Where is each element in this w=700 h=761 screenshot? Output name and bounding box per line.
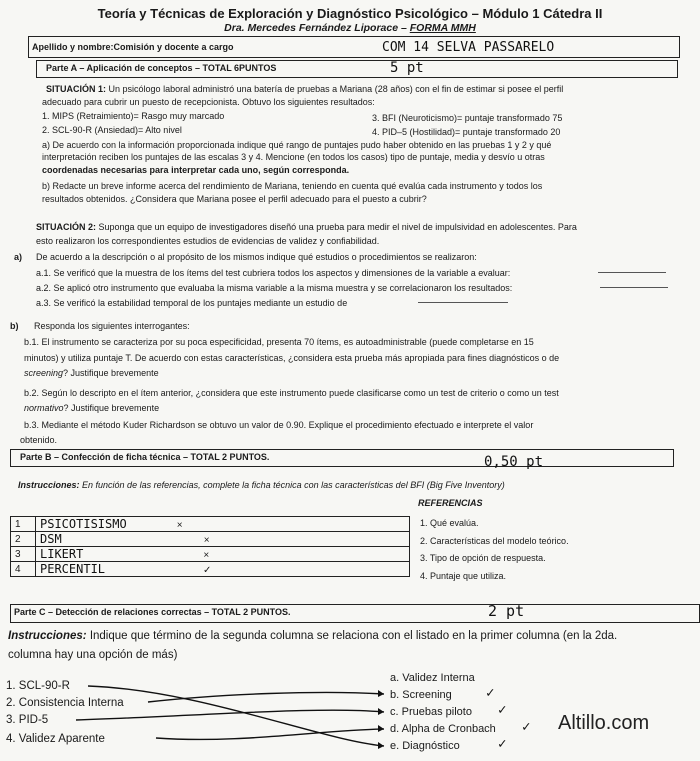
grading-mark: × bbox=[203, 550, 210, 561]
b1-justify: ? Justifique brevemente bbox=[63, 368, 159, 378]
form-code: FORMA MMH bbox=[409, 22, 476, 34]
student-handwritten: COM 14 SELVA PASSARELO bbox=[382, 40, 555, 55]
result-1: 1. MIPS (Retraimiento)= Rasgo muy marcado bbox=[42, 111, 225, 121]
parte-a-score: 5 pt bbox=[390, 60, 424, 76]
grading-mark: ✓ bbox=[203, 565, 212, 576]
right-item-c: c. Pruebas piloto bbox=[390, 706, 472, 718]
parte-c-instr-text2: columna hay una opción de más) bbox=[8, 649, 178, 661]
student-label: Apellido y nombre:Comisión y docente a cargo bbox=[32, 42, 234, 52]
handwritten-answer: PSICOTISISMO bbox=[40, 517, 127, 531]
parte-a-heading: Parte A – Aplicación de conceptos – TOTAL 6PUNTOS bbox=[46, 63, 277, 73]
parte-b-score: 0,50 pt bbox=[484, 454, 544, 470]
item-a-label: a) bbox=[14, 252, 23, 262]
sit2-text1: Suponga que un equipo de investigadores diseñó una prueba para medir el nivel de impulsividad en adolescentes. Para bbox=[98, 222, 577, 232]
parte-b-instr-text: En función de las referencias, complete la ficha técnica con las características del BFI (Big Five Inventory) bbox=[82, 480, 505, 490]
arrowhead-d bbox=[378, 725, 384, 732]
left-item-2: 2. Consistencia Interna bbox=[6, 697, 124, 709]
arrow-2-to-b bbox=[148, 692, 384, 702]
watermark: Altillo.com bbox=[558, 712, 650, 734]
result-3: 3. BFI (Neuroticismo)= puntaje transformado 75 bbox=[372, 113, 563, 123]
arrowhead-e bbox=[378, 742, 384, 749]
arrow-4-to-d bbox=[156, 729, 384, 739]
sit2-text2: esto realizaron los correspondientes estudios de evidencias de validez y confiabilidad. bbox=[36, 236, 380, 246]
handwritten-answer: PERCENTIL bbox=[40, 562, 106, 576]
question-a-line3: coordenadas necesarias para interpretar cada uno, según corresponda. bbox=[42, 165, 350, 175]
left-item-1: 1. SCL-90-R bbox=[6, 680, 70, 692]
item-b3-line2: obtenido. bbox=[20, 435, 58, 445]
question-b-line1: b) Redacte un breve informe acerca del rendimiento de Mariana, teniendo en cuenta qué evalúa cada instrumento y todos los bbox=[42, 181, 543, 191]
item-a-text: De acuerdo a la descripción o al propósito de los mismos indique qué estudios o procedimientos se realizaron: bbox=[36, 252, 477, 262]
sit1-title: SITUACIÓN 1: bbox=[46, 84, 107, 94]
referencia-2: 2. Características del modelo teórico. bbox=[420, 536, 569, 546]
item-a3: a.3. Se verificó la estabilidad temporal de los puntajes mediante un estudio de bbox=[36, 298, 348, 308]
item-b1-line1: b.1. El instrumento se caracteriza por su poca especificidad, presenta 70 ítems, es autoadministrable (puede completarse en 15 bbox=[24, 337, 534, 347]
item-b2-line1: b.2. Según lo descripto en el ítem anterior, ¿considera que este instrumento puede clasificarse como un test de criterio o como un test bbox=[24, 388, 559, 398]
parte-c-heading: Parte C – Detección de relaciones correctas – TOTAL 2 PUNTOS. bbox=[14, 607, 291, 617]
parte-b-heading: Parte B – Confección de ficha técnica – TOTAL 2 PUNTOS. bbox=[20, 452, 270, 462]
arrowhead-c bbox=[378, 708, 384, 715]
screening-term: screening bbox=[24, 368, 64, 378]
handwritten-answer: LIKERT bbox=[40, 547, 84, 561]
parte-c-score: 2 pt bbox=[488, 602, 525, 620]
check-e: ✓ bbox=[498, 736, 507, 752]
check-c: ✓ bbox=[498, 702, 507, 718]
row-number: 3 bbox=[11, 547, 36, 562]
parte-c-instr-label: Instrucciones: bbox=[8, 630, 87, 642]
item-b-label: b) bbox=[10, 321, 19, 331]
result-4: 4. PID–5 (Hostilidad)= puntaje transformado 20 bbox=[372, 127, 561, 137]
normativo-term: normativo bbox=[24, 403, 64, 413]
result-2: 2. SCL-90-R (Ansiedad)= Alto nivel bbox=[42, 125, 182, 135]
arrow-3-to-c bbox=[76, 710, 384, 720]
check-d: ✓ bbox=[522, 719, 531, 735]
handwritten-answer: DSM bbox=[40, 532, 62, 546]
question-a-line1: a) De acuerdo con la información proporcionada indique qué rango de puntajes pudo haber obtenido en las pruebas 1 y 2 y qué bbox=[42, 140, 552, 150]
referencia-4: 4. Puntaje que utiliza. bbox=[420, 571, 507, 581]
item-a1: a.1. Se verificó que la muestra de los ítems del test cubriera todos los aspectos y dimensiones de la variable a evaluar: bbox=[36, 268, 511, 278]
check-b: ✓ bbox=[486, 685, 495, 701]
left-item-3: 3. PID-5 bbox=[6, 714, 49, 726]
professor-name: Dra. Mercedes Fernández Liporace – bbox=[224, 22, 410, 34]
parte-c-instr-text1: Indique que término de la segunda columna se relaciona con el listado en la primer columna (en la 2da. bbox=[89, 630, 618, 642]
question-b-line2: resultados obtenidos. ¿Considera que Mariana posee el perfil adecuado para el puesto a cubrir? bbox=[42, 194, 427, 204]
sit1-text1: Un psicólogo laboral administró una batería de pruebas a Mariana (28 años) con el fin de estimar si posee el perfil bbox=[108, 84, 564, 94]
item-b-text: Responda los siguientes interrogantes: bbox=[34, 321, 190, 331]
left-item-4: 4. Validez Aparente bbox=[6, 733, 105, 745]
item-b1-line2: minutos) y utiliza puntaje T. De acuerdo con estas características, ¿considera esta prueba más apropiada para fines diagnósticos o de bbox=[24, 353, 560, 363]
page-title: Teoría y Técnicas de Exploración y Diagnóstico Psicológico – Módulo 1 Cátedra II bbox=[97, 6, 603, 21]
grading-mark: × bbox=[176, 520, 183, 531]
right-item-a: a. Validez Interna bbox=[390, 672, 475, 684]
arrowhead-b bbox=[378, 690, 384, 697]
sit2-title: SITUACIÓN 2: bbox=[36, 222, 97, 232]
right-item-e: e. Diagnóstico bbox=[390, 740, 460, 752]
row-number: 4 bbox=[11, 562, 36, 577]
item-a2: a.2. Se aplicó otro instrumento que evaluaba la misma variable a la misma muestra y se correlacionaron los resultados: bbox=[36, 283, 513, 293]
referencia-3: 3. Tipo de opción de respuesta. bbox=[420, 553, 546, 563]
row-number: 2 bbox=[11, 532, 36, 547]
b2-justify: ? Justifique brevemente bbox=[63, 403, 160, 413]
item-b3-line1: b.3. Mediante el método Kuder Richardson se obtuvo un valor de 0.90. Explique el procedimiento efectuado e interprete el valor bbox=[24, 420, 534, 430]
sit1-text2: adecuado para cubrir un puesto de recepcionista. Obtuvo los siguientes resultados: bbox=[42, 97, 375, 107]
row-number: 1 bbox=[11, 517, 36, 532]
right-item-d: d. Alpha de Cronbach bbox=[390, 723, 496, 735]
referencia-1: 1. Qué evalúa. bbox=[420, 518, 479, 528]
question-a-line2: interpretación reciben los puntajes de las escalas 3 y 4. Mencione (en todos los casos) tipo de puntaje, media y desvío u otras bbox=[42, 152, 545, 162]
referencias-title: REFERENCIAS bbox=[418, 498, 483, 508]
right-item-b: b. Screening bbox=[390, 689, 452, 701]
parte-b-instr-label: Instrucciones: bbox=[18, 480, 80, 490]
grading-mark: × bbox=[203, 535, 210, 546]
